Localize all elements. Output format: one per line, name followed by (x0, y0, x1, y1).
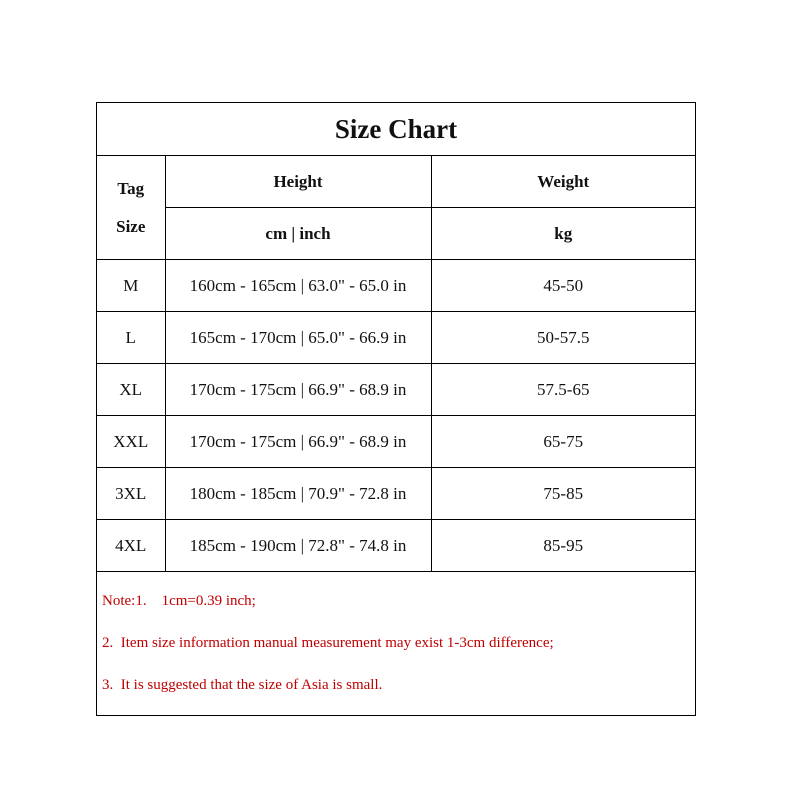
weight-cell: 65-75 (431, 416, 695, 468)
note-3: 3. It is suggested that the size of Asia is small. (102, 677, 383, 693)
height-cell: 170cm - 175cm | 66.9" - 68.9 in (165, 416, 431, 468)
size-cell: 3XL (97, 468, 165, 520)
table-row (97, 260, 695, 312)
table-row (97, 312, 695, 364)
weight-header: Weight (431, 156, 695, 208)
height-cell: 160cm - 165cm | 63.0" - 65.0 in (165, 260, 431, 312)
weight-cell: 45-50 (431, 260, 695, 312)
height-cell: 180cm - 185cm | 70.9" - 72.8 in (165, 468, 431, 520)
size-cell: 4XL (97, 520, 165, 572)
tag-size-header (97, 156, 165, 260)
note-1: Note:1. 1cm=0.39 inch; (102, 593, 256, 609)
height-unit-header: cm | inch (165, 208, 431, 260)
size-cell: M (97, 260, 165, 312)
unit-row (97, 208, 695, 260)
size-table (97, 156, 695, 572)
weight-cell: 57.5-65 (431, 364, 695, 416)
table-row (97, 364, 695, 416)
note-2: 2. Item size information manual measurement may exist 1-3cm difference; (102, 635, 554, 651)
height-cell: 165cm - 170cm | 65.0" - 66.9 in (165, 312, 431, 364)
size-cell: XL (97, 364, 165, 416)
table-row (97, 520, 695, 572)
chart-title: Size Chart (97, 103, 695, 156)
weight-cell: 50-57.5 (431, 312, 695, 364)
height-cell: 185cm - 190cm | 72.8" - 74.8 in (165, 520, 431, 572)
height-header: Height (165, 156, 431, 208)
weight-cell: 85-95 (431, 520, 695, 572)
size-cell: XXL (97, 416, 165, 468)
table-row (97, 416, 695, 468)
header-row (97, 156, 695, 208)
weight-unit-header: kg (431, 208, 695, 260)
table-row (97, 468, 695, 520)
size-chart (96, 102, 696, 716)
size-cell: L (97, 312, 165, 364)
weight-cell: 75-85 (431, 468, 695, 520)
tag-size-label-line2: Size (116, 216, 146, 236)
tag-size-label-line1: Tag (117, 178, 145, 198)
height-cell: 170cm - 175cm | 66.9" - 68.9 in (165, 364, 431, 416)
